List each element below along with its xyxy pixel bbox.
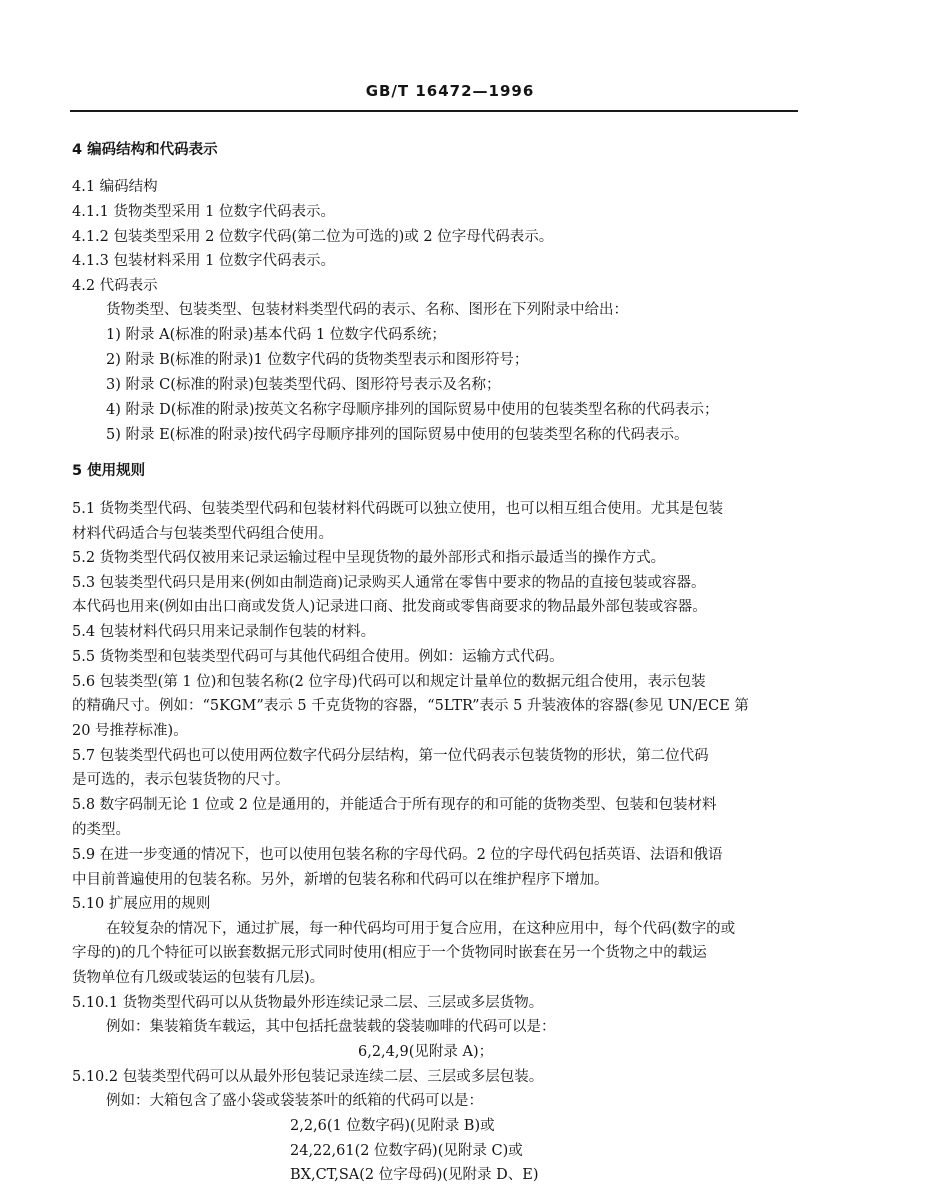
clause-5-3-cont: 本代码也用来(例如由出口商或发货人)记录进口商、批发商或零售商要求的物品最外部包装或容器。	[72, 599, 707, 615]
clause-5-6: 5.6 包装类型(第 1 位)和包装名称(2 位字母)代码可以和规定计量单位的数据元组合使用，表示包装	[72, 674, 706, 690]
clause-5-8: 5.8 数字码制无论 1 位或 2 位是通用的，并能适合于所有现存的和可能的货物类型、包装和包装材料	[72, 797, 717, 813]
clause-5-10-para: 在较复杂的情况下，通过扩展，每一种代码均可用于复合应用，在这种应用中，每个代码(数字的或	[106, 921, 736, 937]
clause-5-6-cont: 的精确尺寸。例如：“5KGM”表示 5 千克货物的容器，“5LTR”表示 5 升装液体的容器(参见 UN/ECE 第	[72, 698, 749, 714]
section-4-heading: 4 编码结构和代码表示	[72, 142, 218, 158]
example-code: BX,CT,SA(2 位字母码)(见附录 D、E)	[290, 1167, 539, 1183]
appendix-list-item: 3) 附录 C(标准的附录)包装类型代码、图形符号表示及名称；	[106, 377, 501, 393]
clause-5-10-2-example: 例如：大箱包含了盛小袋或袋装茶叶的纸箱的代码可以是：	[106, 1093, 483, 1109]
example-code: 24,22,61(2 位数字码)(见附录 C)或	[290, 1143, 523, 1159]
clause-5-10-1: 5.10.1 货物类型代码可以从货物最外形连续记录二层、三层或多层货物。	[72, 995, 544, 1011]
clause-4-1-3: 4.1.3 包装材料采用 1 位数字代码表示。	[72, 253, 335, 269]
section-5-heading: 5 使用规则	[72, 463, 146, 479]
example-code: 6,2,4,9(见附录 A)；	[358, 1044, 494, 1060]
clause-5-10-para-cont: 货物单位有几级或装运的包装有几层)。	[72, 970, 325, 986]
appendix-list-item: 4) 附录 D(标准的附录)按英文名称字母顺序排列的国际贸易中使用的包装类型名称的代码表示；	[106, 402, 719, 418]
clause-4-1: 4.1 编码结构	[72, 179, 158, 195]
example-code: 2,2,6(1 位数字码)(见附录 B)或	[290, 1118, 495, 1134]
clause-5-7: 5.7 包装类型代码也可以使用两位数字代码分层结构，第一位代码表示包装货物的形状，第二位代码	[72, 748, 709, 764]
clause-5-3: 5.3 包装类型代码只是用来(例如由制造商)记录购买人通常在零售中要求的物品的直接包装或容器。	[72, 575, 706, 591]
appendix-list-item: 1) 附录 A(标准的附录)基本代码 1 位数字代码系统；	[106, 327, 446, 343]
clause-5-10-2: 5.10.2 包装类型代码可以从最外形包装记录连续二层、三层或多层包装。	[72, 1069, 544, 1085]
clause-4-1-1: 4.1.1 货物类型采用 1 位数字代码表示。	[72, 204, 335, 220]
clause-5-8-cont: 的类型。	[72, 822, 130, 838]
standard-number-header: GB/T 16472—1996	[365, 82, 535, 100]
clause-4-2-intro: 货物类型、包装类型、包装材料类型代码的表示、名称、图形在下列附录中给出：	[106, 302, 628, 318]
clause-5-5: 5.5 货物类型和包装类型代码可与其他代码组合使用。例如：运输方式代码。	[72, 649, 564, 665]
header-rule	[70, 110, 798, 112]
clause-4-1-2: 4.1.2 包装类型采用 2 位数字代码(第二位为可选的)或 2 位字母代码表示。	[72, 229, 554, 245]
clause-5-9: 5.9 在进一步变通的情况下，也可以使用包装名称的字母代码。2 位的字母代码包括英语、法语和俄语	[72, 847, 723, 863]
clause-5-10: 5.10 扩展应用的规则	[72, 896, 211, 912]
clause-5-7-cont: 是可选的，表示包装货物的尺寸。	[72, 772, 290, 788]
clause-5-10-1-example: 例如：集装箱货车载运，其中包括托盘装载的袋装咖啡的代码可以是：	[106, 1019, 556, 1035]
clause-4-2: 4.2 代码表示	[72, 278, 158, 294]
clause-5-9-cont: 中目前普遍使用的包装名称。另外，新增的包装名称和代码可以在维护程序下增加。	[72, 872, 609, 888]
clause-5-1: 5.1 货物类型代码、包装类型代码和包装材料代码既可以独立使用，也可以相互组合使用。尤其是包装	[72, 501, 724, 517]
clause-5-2: 5.2 货物类型代码仅被用来记录运输过程中呈现货物的最外部形式和指示最适当的操作方式。	[72, 550, 666, 566]
clause-5-6-cont: 20 号推荐标准)。	[72, 723, 188, 739]
appendix-list-item: 2) 附录 B(标准的附录)1 位数字代码的货物类型表示和图形符号；	[106, 352, 529, 368]
clause-5-1-cont: 材料代码适合与包装类型代码组合使用。	[72, 526, 333, 542]
appendix-list-item: 5) 附录 E(标准的附录)按代码字母顺序排列的国际贸易中使用的包装类型名称的代码表示。	[106, 427, 689, 443]
clause-5-4: 5.4 包装材料代码只用来记录制作包装的材料。	[72, 624, 376, 640]
clause-5-10-para-cont: 字母的)的几个特征可以嵌套数据元形式同时使用(相应于一个货物同时嵌套在另一个货物之中的载运	[72, 945, 707, 961]
